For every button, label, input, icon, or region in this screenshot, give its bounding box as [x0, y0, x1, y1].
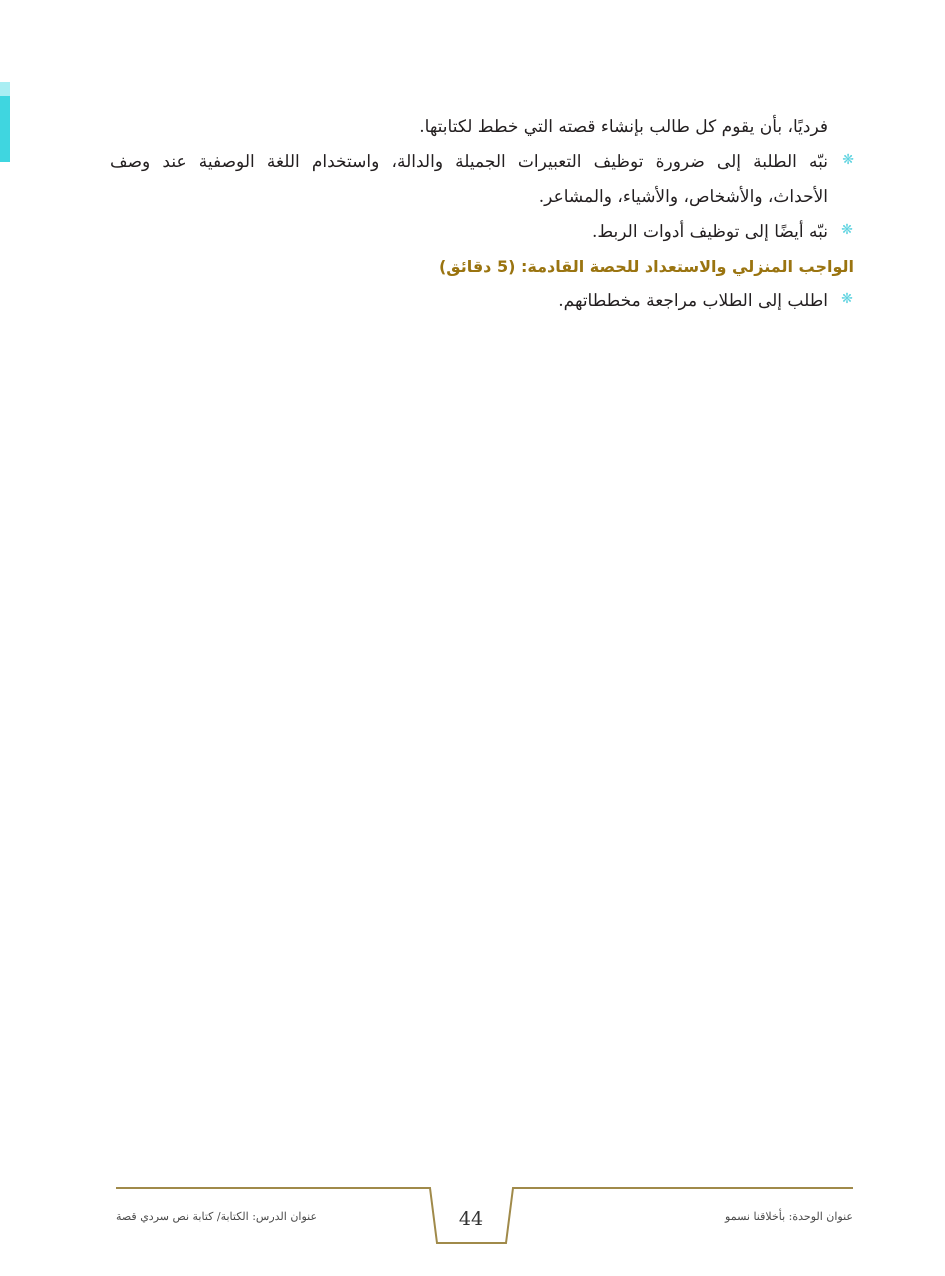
section-heading: الواجب المنزلي والاستعداد للحصة القادمة: (5 دقائق) — [438, 257, 854, 276]
list-item — [110, 145, 854, 180]
page-content — [110, 110, 854, 319]
page-number: 44 — [458, 1208, 484, 1230]
lesson-title: عنوان الدرس: الكتابة/ كتابة نص سردي قصة — [116, 1210, 318, 1223]
paragraph-continuation-text: فرديًا، بأن يقوم كل طالب بإنشاء قصته التي خطط لكتابتها. — [419, 117, 828, 137]
list-item-continuation-text: الأحداث، والأشخاص، والأشياء، والمشاعر. — [538, 187, 828, 207]
list-item — [110, 215, 854, 250]
bullet-icon: ❋ — [842, 152, 854, 168]
unit-title: عنوان الوحدة: بأخلاقنا نسمو — [725, 1210, 853, 1223]
bullet-icon: ❋ — [841, 291, 853, 307]
list-item-text: نبّه الطلبة إلى ضرورة توظيف التعبيرات الجميلة والدالة، واستخدام اللغة الوصفية عند وصف — [110, 152, 828, 172]
list-item — [110, 284, 854, 319]
list-item-text: اطلب إلى الطلاب مراجعة مخططاتهم. — [558, 291, 828, 311]
list-item-text: نبّه أيضًا إلى توظيف أدوات الربط. — [592, 222, 828, 242]
bullet-icon: ❋ — [841, 222, 853, 238]
list-item-continuation — [110, 180, 854, 215]
side-tab-marker — [0, 82, 10, 162]
page-footer — [0, 1180, 945, 1250]
paragraph-continuation — [110, 110, 854, 145]
